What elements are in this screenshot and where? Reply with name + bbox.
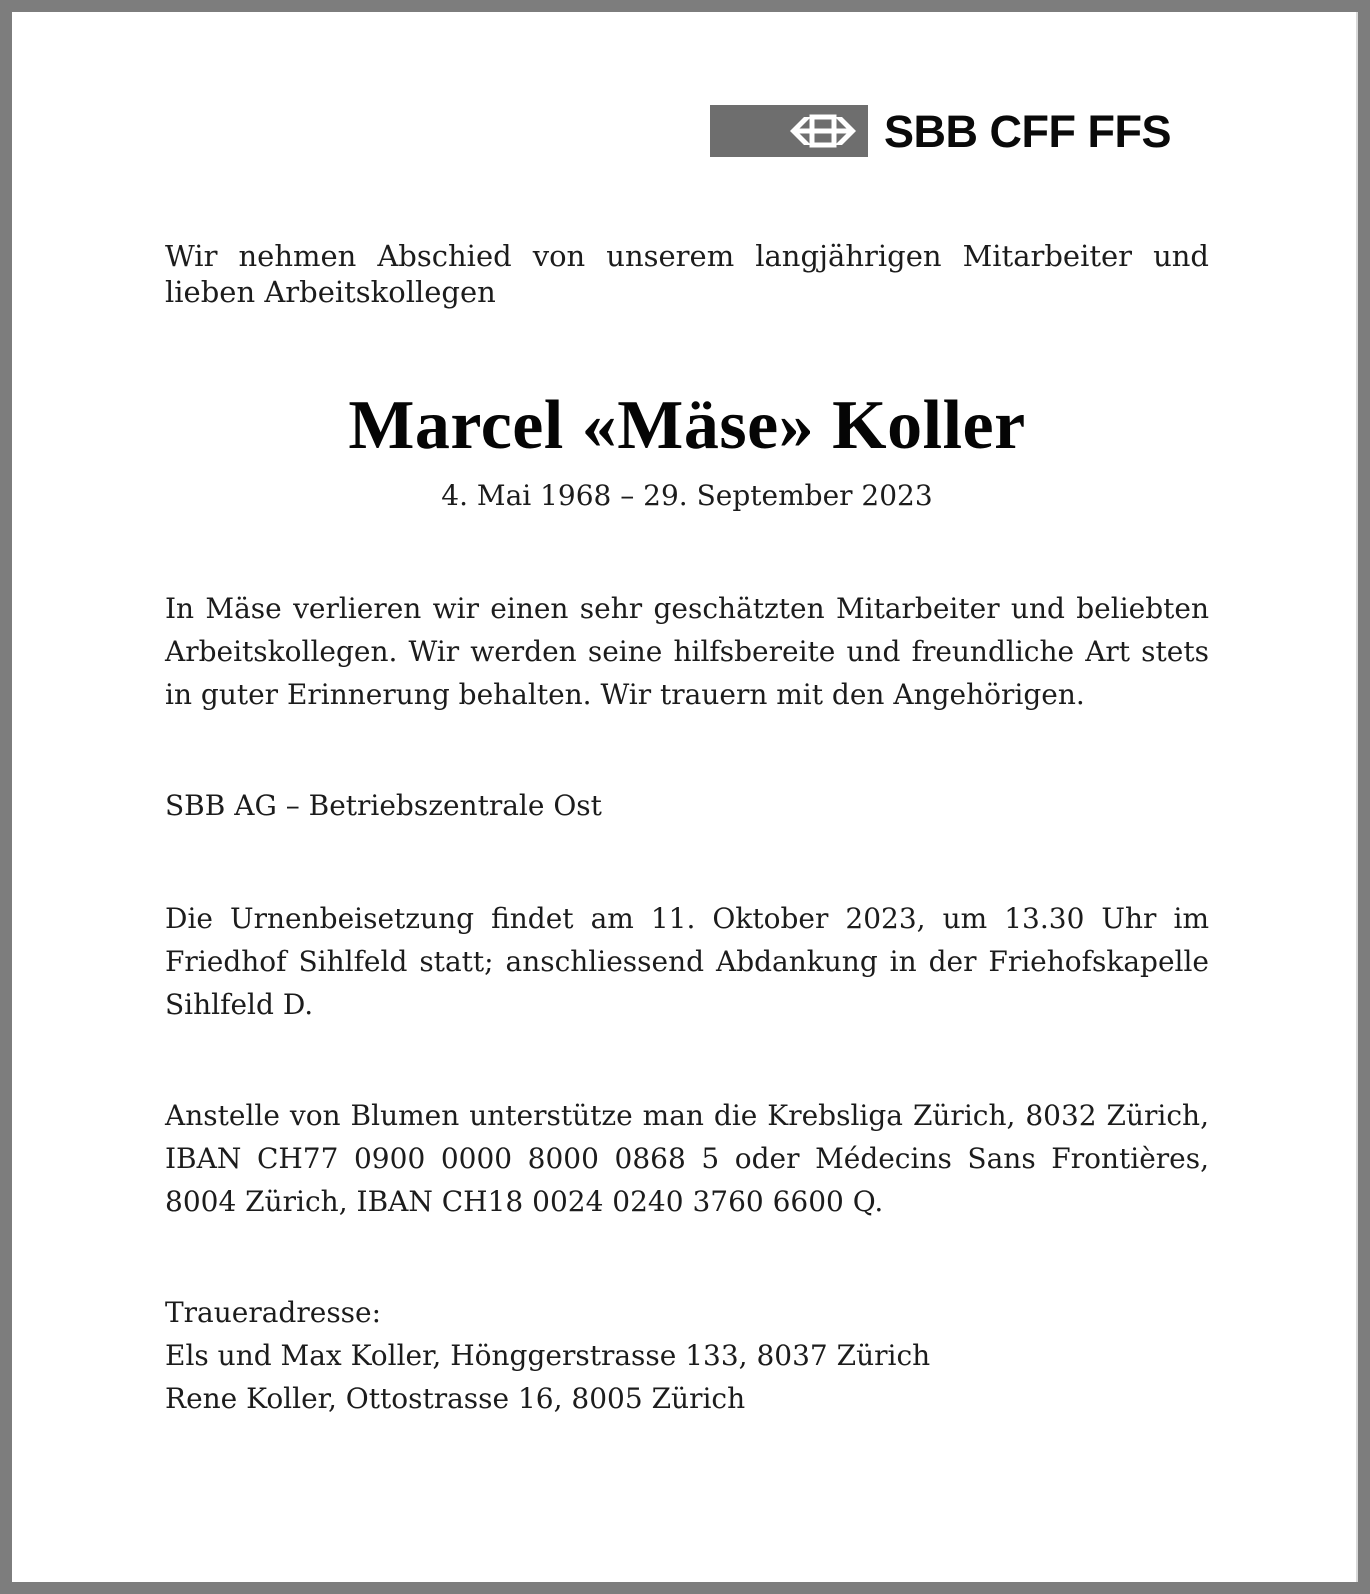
notice-content [165, 238, 1209, 1420]
burial-info: Die Urnenbeisetzung findet am 11. Oktober 2023, um 13.30 Uhr im Friedhof Sihlfeld statt; anschliessend Abdankung in der Friehofskapelle Sihlfeld D. [165, 902, 1209, 1021]
life-dates: 4. Mai 1968 – 29. September 2023 [441, 479, 933, 512]
brand-text: SBB CFF FFS [884, 105, 1171, 157]
address-line: Els und Max Koller, Hönggerstrasse 133, 8037 Zürich [165, 1339, 931, 1372]
address-line: Rene Koller, Ottostrasse 16, 8005 Zürich [165, 1382, 746, 1415]
organization-name: SBB AG – Betriebszentrale Ost [165, 789, 602, 822]
deceased-name: Marcel «Mäse» Koller [348, 387, 1026, 464]
obituary-page [12, 12, 1358, 1582]
sbb-arrows-icon [788, 114, 858, 148]
intro-text: Wir nehmen Abschied von unserem langjährigen Mitarbeiter und lieben Arbeitskollegen [165, 239, 1209, 309]
tribute-text: In Mäse verlieren wir einen sehr geschätzten Mitarbeiter und beliebten Arbeitskollegen. Wir werden seine hilfsbereite und freundliche Art stets in guter Erinnerung behalten. Wir trauern mit den Angehörigen. [165, 592, 1209, 711]
sbb-logo [710, 104, 1220, 158]
mourning-address [165, 1291, 1209, 1420]
address-heading: Traueradresse: [165, 1296, 382, 1329]
logo-bar [710, 105, 868, 157]
donation-info: Anstelle von Blumen unterstütze man die Krebsliga Zürich, 8032 Zürich, IBAN CH77 0900 0000 8000 0868 5 oder Médecins Sans Frontières, 8004 Zürich, IBAN CH18 0024 0240 3760 6600 Q. [165, 1099, 1209, 1218]
